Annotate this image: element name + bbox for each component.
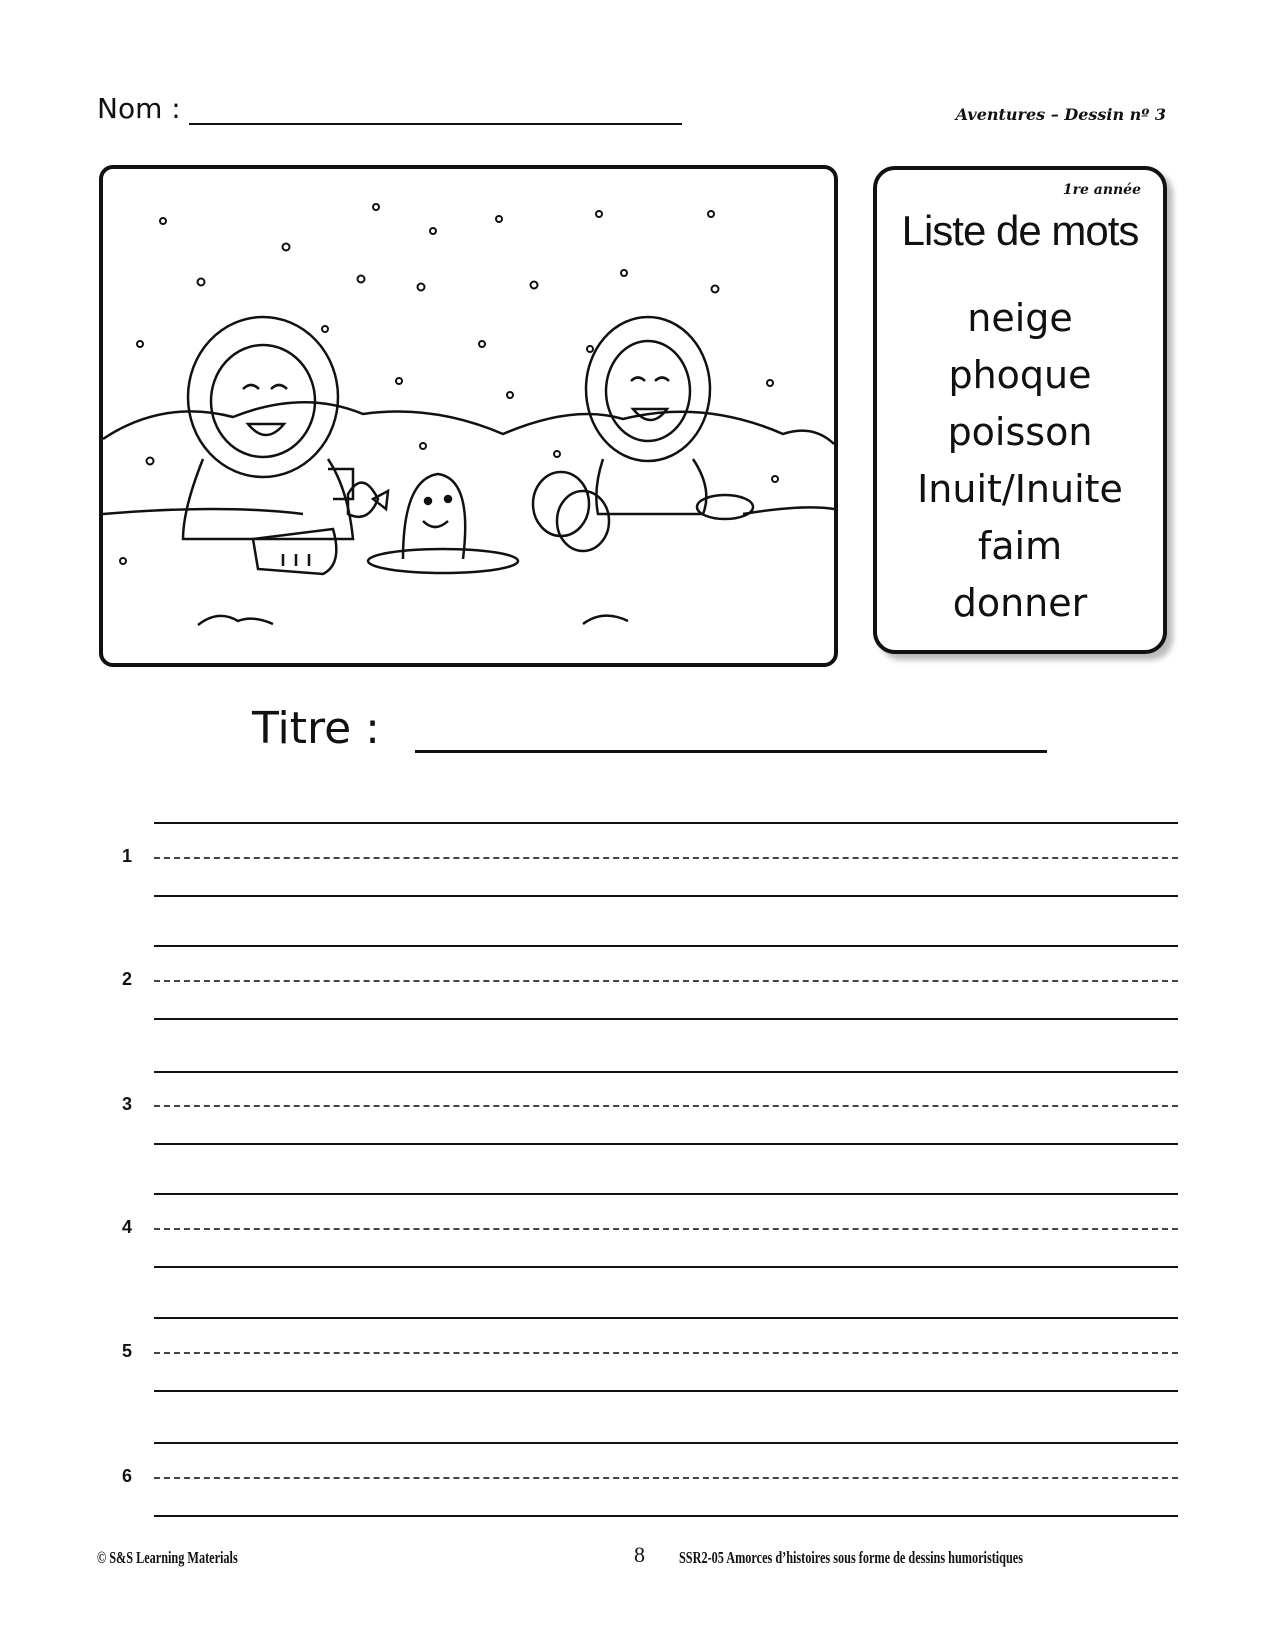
line-number: 5 [122, 1341, 133, 1361]
name-write-line[interactable] [189, 123, 682, 125]
activity-title: Aventures – Dessin nº 3 [955, 105, 1166, 124]
child-right [533, 317, 753, 551]
winter-scene-illustration [103, 169, 834, 663]
line-number: 2 [122, 969, 133, 989]
word-item: neige [967, 296, 1073, 340]
word-list [877, 290, 1163, 632]
word-list-title: Liste de mots [901, 207, 1139, 254]
line-number: 6 [122, 1466, 133, 1486]
line-number: 1 [122, 846, 133, 866]
word-item: poisson [947, 410, 1093, 454]
grade-label: 1re année [1062, 182, 1141, 198]
title-write-line[interactable] [415, 750, 1047, 753]
seal [368, 474, 518, 573]
book-title: SSR2-05 Amorces d’histoires sous forme de dessins humoristiques [679, 1548, 1024, 1567]
page-number: 8 [634, 1542, 645, 1567]
illustration-frame [99, 165, 838, 667]
word-item: faim [977, 524, 1063, 568]
word-item: donner [952, 581, 1088, 625]
word-item: Inuit/Inuite [917, 467, 1123, 511]
name-label: Nom : [97, 92, 181, 125]
child-left [183, 317, 353, 574]
snow-tufts [198, 616, 628, 625]
line-number: 3 [122, 1094, 133, 1114]
word-item: phoque [948, 353, 1092, 397]
copyright: © S&S Learning Materials [97, 1548, 238, 1567]
line-number: 4 [122, 1217, 133, 1237]
word-list-box [873, 166, 1167, 654]
title-label: Titre : [252, 703, 381, 754]
